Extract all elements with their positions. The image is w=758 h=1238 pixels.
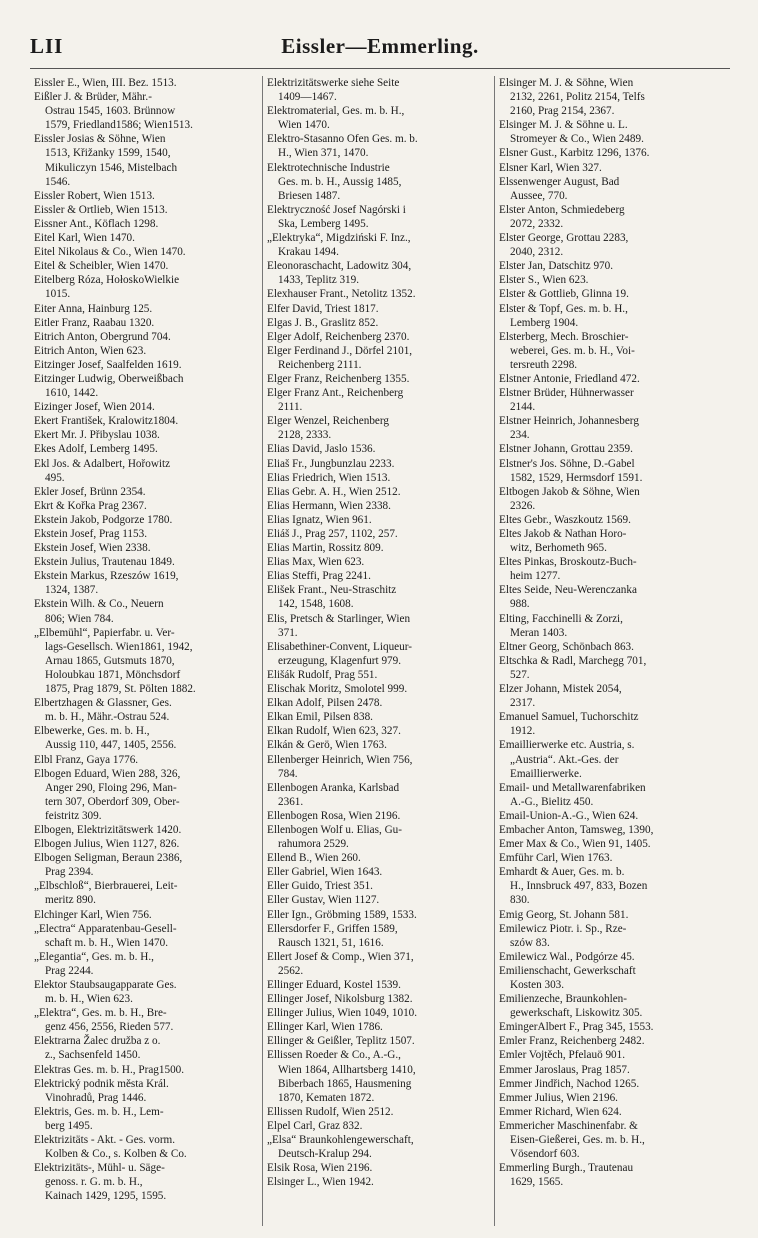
directory-entry: Emmerling Burgh., Trautenau 1629, 1565. xyxy=(499,1162,634,1189)
directory-entry: Ellinger Julius, Wien 1049, 1010. xyxy=(267,1007,418,1020)
directory-entry: Ellissen Rudolf, Wien 2512. xyxy=(267,1105,394,1118)
directory-entry: Eitzinger Ludwig, Oberweißbach 1610, 1442. xyxy=(34,372,184,400)
directory-entry: Emhardt & Auer, Ges. m. b. H., Innsbruck 497, 833, Bozen 830. xyxy=(499,866,648,907)
directory-entry: Ellenbogen Wolf u. Elias, Gu- rahumora 2529. xyxy=(267,823,402,851)
directory-entry: Eitrich Anton, Wien 623. xyxy=(34,344,147,357)
directory-entry: Eller Guido, Triest 351. xyxy=(267,880,373,893)
directory-entry: Eitel Karl, Wien 1470. xyxy=(34,232,135,245)
directory-entry: „Elektra“, Ges. m. b. H., Bre- genz 456, 2556, Rieden 577. xyxy=(34,1007,174,1034)
directory-entry: Ekl Jos. & Adalbert, Hořowitz 495. xyxy=(34,457,171,484)
directory-entry: Emanuel Samuel, Tuchorschitz 1912. xyxy=(499,711,639,738)
directory-entry: Emer Max & Co., Wien 91, 1405. xyxy=(499,838,651,851)
directory-entry: Elzer Johann, Mistek 2054, 2317. xyxy=(499,683,622,710)
directory-entry: Elster & Topf, Ges. m. b. H., Lemberg 1904. xyxy=(499,302,628,329)
directory-entry: „Elbemühl“, Papierfabr. u. Ver- lags-Gesellsch. Wien1861, 1942, Arnau 1865, Gutsmuts 1870, Holoubkau 1871, Mönchsdorf 1875, Prag 1879, St. Pölten 1882. xyxy=(34,626,196,696)
directory-entry: Ellinger Karl, Wien 1786. xyxy=(267,1021,383,1034)
directory-entry: Elektro-Stasanno Ofen Ges. m. b. H., Wien 371, 1470. xyxy=(267,133,418,160)
directory-entry: Elsterberg, Mech. Broschier- weberei, Ges. m. b. H., Voi- tersreuth 2298. xyxy=(499,330,635,371)
directory-entry: Ellert Josef & Comp., Wien 371, 2562. xyxy=(267,950,414,977)
directory-entry: Emilewicz Wal., Podgórze 45. xyxy=(499,950,635,963)
directory-entry: Elger Adolf, Reichenberg 2370. xyxy=(267,330,410,343)
directory-entry: Elektryczność Josef Nagórski i Ska, Lemberg 1495. xyxy=(267,203,406,230)
directory-entry: Ellissen Roeder & Co., A.-G., Wien 1864, Allhartsberg 1410, Biberbach 1865, Hausmening 1870, Kematen 1872. xyxy=(267,1049,416,1104)
page-title: Eissler—Emmerling. xyxy=(281,34,479,58)
column-middle xyxy=(262,76,494,1226)
directory-entry: Elchinger Karl, Wien 756. xyxy=(34,908,152,921)
directory-entry: Ekstein Wilh. & Co., Neuern 806; Wien 784. xyxy=(34,598,164,625)
directory-entry: Elstner Johann, Grottau 2359. xyxy=(499,443,633,456)
directory-entry: Eizinger Josef, Wien 2014. xyxy=(34,401,155,414)
directory-entry: Emilienzeche, Braunkohlen- gewerkschaft, Liskowitz 305. xyxy=(499,993,643,1020)
directory-entry: Elbogen Seligman, Beraun 2386, Prag 2394. xyxy=(34,852,183,879)
directory-entry: Ellinger & Geißler, Teplitz 1507. xyxy=(267,1035,415,1048)
directory-entry: Elias Steffi, Prag 2241. xyxy=(267,570,371,583)
directory-entry: Ekert František, Kralowitz1804. xyxy=(34,415,179,428)
directory-entry: Ekstein Julius, Trautenau 1849. xyxy=(34,556,175,569)
directory-entry: Elstner Brüder, Hühnerwasser 2144. xyxy=(499,387,634,414)
directory-entry: Elsik Rosa, Wien 2196. xyxy=(267,1162,373,1175)
directory-entry: Elias Friedrich, Wien 1513. xyxy=(267,471,391,484)
directory-entry: Elektras Ges. m. b. H., Prag1500. xyxy=(34,1063,185,1076)
directory-entry: Eißler J. & Brüder, Mähr.- Ostrau 1545, 1603. Brünnow 1579, Friedland1586; Wien1513. xyxy=(34,91,193,132)
directory-entry: Eleonoraschacht, Ladowitz 304, 1433, Teplitz 319. xyxy=(267,260,412,287)
directory-entry: Eller Ign., Gröbming 1589, 1533. xyxy=(267,908,417,921)
directory-entry: Elkan Rudolf, Wien 623, 327. xyxy=(267,725,401,738)
directory-entry: „Elbschloß“, Bierbrauerei, Leit- meritz 890. xyxy=(34,880,178,907)
directory-entry: Elektrizitäts - Akt. - Ges. vorm. Kolben & Co., s. Kolben & Co. xyxy=(34,1134,187,1161)
directory-entry: Eliaš Fr., Jungbunzlau 2233. xyxy=(267,457,395,470)
directory-entry: Emmer Jaroslaus, Prag 1857. xyxy=(499,1063,630,1076)
directory-entry: Eitelberg Róza, HołoskoWielkie 1015. xyxy=(34,274,180,301)
directory-entry: Eltes Seide, Neu-Werenczanka 988. xyxy=(499,584,637,611)
directory-entry: Eliáš J., Prag 257, 1102, 257. xyxy=(267,528,398,540)
directory-entry: Elster S., Wien 623. xyxy=(499,274,589,287)
directory-entry: Elektor Staubsaugapparate Ges. m. b. H., Wien 623. xyxy=(34,979,177,1006)
directory-entry: Elsinger M. J. & Söhne u. L. Stromeyer & Co., Wien 2489. xyxy=(499,119,644,146)
directory-entry: Eller Gustav, Wien 1127. xyxy=(267,894,380,907)
directory-entry: Elbl Franz, Gaya 1776. xyxy=(34,753,139,766)
directory-entry: Elbogen Julius, Wien 1127, 826. xyxy=(34,838,180,851)
directory-entry: Ekstein Josef, Prag 1153. xyxy=(34,528,147,540)
directory-entry: Elektrický podnik města Král. Vinohradů, Prag 1446. xyxy=(34,1077,169,1104)
directory-entry: Elster Jan, Datschitz 970. xyxy=(499,260,614,273)
directory-entry: Elbogen, Elektrizitätswerk 1420. xyxy=(34,823,182,836)
directory-entry: Elstner Heinrich, Johannesberg 234. xyxy=(499,415,639,442)
directory-entry: Ekstein Jakob, Podgorze 1780. xyxy=(34,513,173,526)
directory-entry: Elting, Facchinelli & Zorzi, Meran 1403. xyxy=(499,612,623,639)
directory-entry: Elster & Gottlieb, Glinna 19. xyxy=(499,288,629,301)
directory-entry: Eller Gabriel, Wien 1643. xyxy=(267,866,383,879)
directory-entry: Eissler & Ortlieb, Wien 1513. xyxy=(34,203,168,216)
directory-entry: Elger Ferdinand J., Dörfel 2101, Reichenberg 2111. xyxy=(267,344,413,371)
directory-entry: Eltbogen Jakob & Söhne, Wien 2326. xyxy=(499,485,640,512)
directory-entry: Elsner Gust., Karbitz 1296, 1376. xyxy=(499,147,650,160)
directory-entry: Emilienschacht, Gewerkschaft Kosten 303. xyxy=(499,964,636,991)
directory-entry: Emig Georg, St. Johann 581. xyxy=(499,908,629,921)
directory-entry: Elger Franz Ant., Reichenberg 2111. xyxy=(267,387,404,414)
header-rule xyxy=(30,68,730,69)
directory-entry: Elektris, Ges. m. b. H., Lem- berg 1495. xyxy=(34,1105,164,1132)
directory-entry: Elsinger L., Wien 1942. xyxy=(267,1176,374,1189)
directory-entry: Elektrotechnische Industrie Ges. m. b. H., Aussig 1485, Briesen 1487. xyxy=(267,161,402,202)
directory-entry: Elektrarna Žalec družba z o. z., Sachsenfeld 1450. xyxy=(34,1035,161,1062)
directory-entry: Ekstein Markus, Rzeszów 1619, 1324, 1387. xyxy=(34,570,179,597)
directory-entry: Ellenbogen Aranka, Karlsbad 2361. xyxy=(267,781,400,808)
directory-entry: Eissner Ant., Köflach 1298. xyxy=(34,217,159,230)
directory-entry: Emführ Carl, Wien 1763. xyxy=(499,852,613,865)
directory-entry: Eltes Jakob & Nathan Horo- witz, Berhometh 965. xyxy=(499,528,627,555)
directory-entry: Elektromaterial, Ges. m. b. H., Wien 1470. xyxy=(267,105,405,132)
directory-entry: „Elegantia“, Ges. m. b. H., Prag 2244. xyxy=(34,950,154,977)
directory-entry: Ellersdorfer F., Griffen 1589, Rausch 1321, 51, 1616. xyxy=(267,922,398,949)
directory-entry: Eiter Anna, Hainburg 125. xyxy=(34,302,153,315)
page-header xyxy=(30,30,730,60)
directory-entry: EmingerAlbert F., Prag 345, 1553. xyxy=(499,1021,654,1034)
directory-entry: Elischak Moritz, Smolotel 999. xyxy=(267,683,408,696)
column-right xyxy=(494,76,726,1226)
directory-entry: Elias Martin, Rossitz 809. xyxy=(267,542,384,555)
directory-entry: Eissler E., Wien, III. Bez. 1513. xyxy=(34,77,177,89)
directory-entry: Ekler Josef, Brünn 2354. xyxy=(34,485,146,498)
directory-entry: Elias Hermann, Wien 2338. xyxy=(267,499,391,512)
page-number: LII xyxy=(30,34,64,58)
directory-entry: Elektrizitäts-, Mühl- u. Säge- genoss. r. G. m. b. H., Kainach 1429, 1295, 1595. xyxy=(34,1162,167,1203)
directory-entry: Emmer Richard, Wien 624. xyxy=(499,1105,622,1118)
directory-entry: Ekrt & Kořka Prag 2367. xyxy=(34,499,147,512)
directory-entry: Email- und Metallwarenfabriken A.-G., Bielitz 450. xyxy=(499,781,646,808)
directory-entry: Eltschka & Radl, Marchegg 701, 527. xyxy=(499,654,647,681)
directory-entry: Eitler Franz, Raabau 1320. xyxy=(34,316,155,329)
directory-entry: Eitrich Anton, Obergrund 704. xyxy=(34,330,171,343)
directory-entry: Eitel Nikolaus & Co., Wien 1470. xyxy=(34,246,186,259)
directory-entry: Elfer David, Triest 1817. xyxy=(267,302,379,315)
directory-entry: Elger Wenzel, Reichenberg 2128, 2333. xyxy=(267,415,390,442)
directory-entry: Emilewicz Piotr. i. Sp., Rze- szów 83. xyxy=(499,922,627,949)
directory-entry: Elsner Karl, Wien 327. xyxy=(499,161,602,174)
directory-entry: Elger Franz, Reichenberg 1355. xyxy=(267,372,410,385)
directory-entry: Elišák Rudolf, Prag 551. xyxy=(267,668,378,681)
directory-entry: Ellinger Eduard, Kostel 1539. xyxy=(267,979,401,991)
directory-entry: Elbogen Eduard, Wien 288, 326, Anger 290, Floing 296, Man- tern 307, Oberdorf 309, Ober- feistritz 309. xyxy=(34,767,181,822)
directory-entry: Ellinger Josef, Nikolsburg 1382. xyxy=(267,993,413,1006)
directory-entry: Ekstein Josef, Wien 2338. xyxy=(34,542,151,555)
directory-entry: Elias David, Jaslo 1536. xyxy=(267,443,376,456)
directory-entry: Eissler Josias & Söhne, Wien 1513, Křižanky 1599, 1540, Mikuliczyn 1546, Mistelbach 1546. xyxy=(34,133,178,188)
directory-entry: Emler Vojtěch, Pfelauö 901. xyxy=(499,1049,626,1062)
directory-entry: Eltes Pinkas, Broskoutz-Buch- heim 1277. xyxy=(499,556,637,583)
directory-entry: Elišek Frant., Neu-Straschitz 142, 1548, 1608. xyxy=(267,584,397,611)
directory-entry: Elpel Carl, Graz 832. xyxy=(267,1119,363,1132)
directory-entry: Eltes Gebr., Waszkoutz 1569. xyxy=(499,513,631,526)
column-left xyxy=(30,76,262,1226)
directory-entry: Ekert Mr. J. Přibyslau 1038. xyxy=(34,429,160,442)
directory-entry: Elstner's Jos. Söhne, D.-Gabel 1582, 1529, Hermsdorf 1591. xyxy=(499,457,643,484)
directory-entry: Elgas J. B., Graslitz 852. xyxy=(267,316,379,329)
directory-entry: Elektrizitätswerke siehe Seite 1409—1467. xyxy=(267,77,400,104)
directory-entry: Ellenberger Heinrich, Wien 756, 784. xyxy=(267,753,413,780)
directory-entry: Elbewerke, Ges. m. b. H., Aussig 110, 447, 1405, 2556. xyxy=(34,725,177,752)
directory-entry: Eissler Robert, Wien 1513. xyxy=(34,189,155,202)
directory-entry: Ellend B., Wien 260. xyxy=(267,852,361,865)
directory-entry: „Electra“ Apparatenbau-Gesell- schaft m. b. H., Wien 1470. xyxy=(34,922,177,949)
directory-entry: Eitel & Scheibler, Wien 1470. xyxy=(34,260,169,273)
directory-entry: Elkan Adolf, Pilsen 2478. xyxy=(267,697,383,710)
directory-entry: Elkan Emil, Pilsen 838. xyxy=(267,711,373,724)
directory-entry: Elisabethiner-Convent, Liqueur- erzeugung, Klagenfurt 979. xyxy=(267,640,412,667)
directory-entry: Emaillierwerke etc. Austria, s. „Austria“. Akt.-Ges. der Emaillierwerke. xyxy=(499,739,635,780)
directory-entry: Ekes Adolf, Lemberg 1495. xyxy=(34,443,158,456)
directory-entry: Elias Ignatz, Wien 961. xyxy=(267,513,372,526)
directory-columns xyxy=(30,76,733,1226)
directory-entry: Email-Union-A.-G., Wien 624. xyxy=(499,809,639,822)
directory-entry: Emmericher Maschinenfabr. & Eisen-Gießerei, Ges. m. b. H., Vösendorf 603. xyxy=(499,1119,645,1161)
directory-entry: „Elektryka“, Migdziński F. Inz., Krakau 1494. xyxy=(267,232,411,259)
directory-entry: Elbertzhagen & Glassner, Ges. m. b. H., Mähr.-Ostrau 524. xyxy=(34,697,172,724)
directory-entry: „Elsa“ Braunkohlengewerschaft, Deutsch-Kralup 294. xyxy=(267,1134,414,1161)
directory-entry: Elkán & Gerö, Wien 1763. xyxy=(267,739,387,752)
directory-entry: Embacher Anton, Tamsweg, 1390, xyxy=(499,823,654,836)
directory-entry: Elexhauser Frant., Netolitz 1352. xyxy=(267,288,416,301)
directory-entry: Elsinger M. J. & Söhne, Wien 2132, 2261, Politz 2154, Telfs 2160, Prag 2154, 2367. xyxy=(499,77,645,118)
directory-entry: Elis, Pretsch & Starlinger, Wien 371. xyxy=(267,612,411,639)
directory-entry: Eitzinger Josef, Saalfelden 1619. xyxy=(34,358,182,371)
directory-entry: Elster George, Grottau 2283, 2040, 2312. xyxy=(499,232,629,259)
directory-entry: Emler Franz, Reichenberg 2482. xyxy=(499,1035,645,1048)
directory-entry: Elias Gebr. A. H., Wien 2512. xyxy=(267,485,401,498)
directory-entry: Elstner Antonie, Friedland 472. xyxy=(499,372,640,385)
directory-entry: Emmer Jindřich, Nachod 1265. xyxy=(499,1077,640,1090)
directory-entry: Ellenbogen Rosa, Wien 2196. xyxy=(267,809,401,822)
directory-entry: Elias Max, Wien 623. xyxy=(267,556,365,569)
directory-entry: Eltner Georg, Schönbach 863. xyxy=(499,640,634,653)
directory-entry: Elster Anton, Schmiedeberg 2072, 2332. xyxy=(499,203,625,230)
directory-entry: Elssenwenger August, Bad Aussee, 770. xyxy=(499,175,620,202)
directory-entry: Emmer Julius, Wien 2196. xyxy=(499,1091,618,1104)
